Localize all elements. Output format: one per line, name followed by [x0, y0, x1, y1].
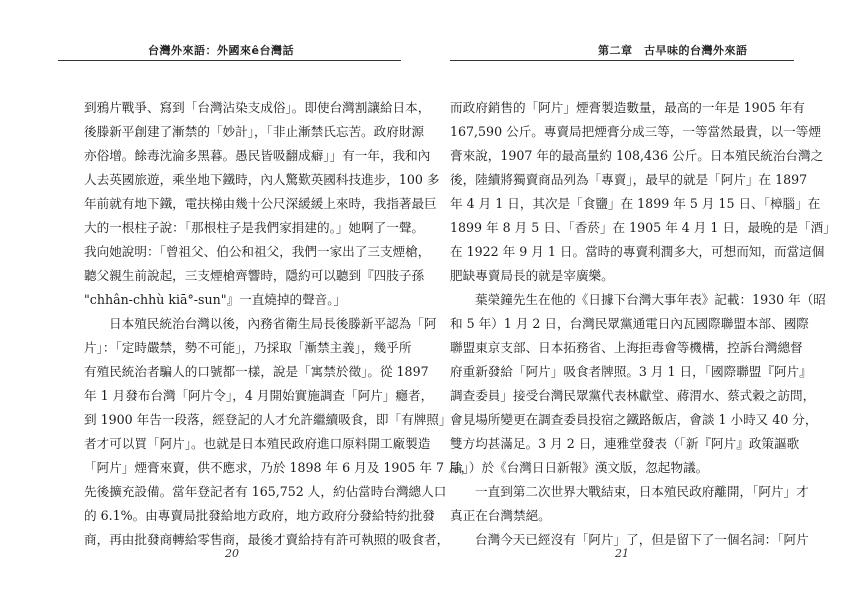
text-line: 年 4 月 1 日，其次是「食鹽」在 1899 年 5 月 15 日、「樟腦」在: [450, 196, 821, 211]
header-rule: [58, 60, 401, 61]
text-line: 1899 年 8 月 5 日、「香菸」在 1905 年 4 月 1 日，最晚的是「酒」: [450, 220, 836, 235]
running-head: 第二章 古早味的台灣外來語: [598, 44, 748, 57]
text-line: 葉榮鐘先生在他的《日據下台灣大事年表》記載：1930 年（昭: [475, 292, 826, 307]
page-body: [450, 96, 836, 552]
text-line: 167,590 公斤。專賣局把煙膏分成三等，一等當然最貴，以一等煙: [450, 124, 821, 139]
text-line: 而政府銷售的「阿片」煙膏製造數量，最高的一年是 1905 年有: [450, 100, 805, 115]
text-line: 膏來說，1907 年的最高量約 108,436 公斤。日本殖民統治台灣之: [450, 148, 824, 163]
text-line: 論」）於《台灣日日新報》漢文版，忽起物議。: [450, 460, 709, 475]
text-line: 後滕新平創建了漸禁的「妙計」，「非止漸禁氏忘苦。政府財源: [84, 124, 425, 139]
text-line: 日本殖民統治台灣以後，內務省衛生局長後滕新平認為「阿: [109, 316, 437, 331]
text-line: 商，再由批發商轉給零售商，最後才賣給持有許可執照的吸食者，: [84, 532, 450, 547]
text-line: 「阿片」煙膏來賣，供不應求，乃於 1898 年 6 月及 1905 年 7 月，: [84, 460, 474, 475]
page-body: [84, 96, 474, 552]
text-line: 到鴉片戰爭、寫到「台灣沾染支成俗」。即使台灣割讓給日本，: [84, 100, 431, 115]
text-line: 到 1900 年告一段落，經登記的人才允許繼續吸食，即「有牌照」: [84, 412, 452, 427]
text-line: 先後擴充設備。當年登記者有 165,752 人，約佔當時台灣總人口: [84, 484, 447, 499]
text-line: 的 6.1%。由專賣局批發給地方政府，地方政府分發給特約批發: [84, 508, 435, 523]
text-line: 大的一根柱子說：「那根柱子是我們家捐建的。」她啊了一聲。: [84, 220, 425, 235]
text-line: 人去英國旅遊，乘坐地下鐵時，內人驚歎英國科技進步，100 多: [84, 172, 440, 187]
text-line: 府重新發給「阿片」吸食者牌照。3 月 1 日，「國際聯盟『阿片』: [450, 364, 812, 379]
page-number: 20: [225, 547, 239, 560]
text-line: 亦俗增。餘毒沈淪多黑暮。愚民皆吸翻成癖」」有一年，我和內: [84, 148, 431, 163]
text-line: "chhân-chhù kiā°-sun"』一直燒掉的聲音。」: [84, 292, 347, 307]
text-line: 年前就有地下鐵，電扶梯由幾十公尺深緩緩上來時，我指著最巨: [84, 196, 437, 211]
text-line: 後，陸續將獨賣商品列為「專賣」，最早的就是「阿片」在 1897: [450, 172, 808, 187]
text-line: 在 1922 年 9 月 1 日。當時的專賣利潤多大，可想而知，而當這個: [450, 244, 825, 259]
running-head: 台灣外來語：外國來ê台灣話: [148, 44, 294, 57]
text-line: 片」：「定時嚴禁，勢不可能」，乃採取「漸禁主義」，幾乎所: [84, 340, 412, 355]
text-line: 台灣今天已經沒有「阿片」了，但是留下了一個名詞：「阿片: [475, 532, 809, 547]
text-line: 有殖民統治者騙人的口號都一樣，說是「寓禁於徵」。從 1897: [84, 364, 429, 379]
text-line: 年 1 月發布台灣「阿片令」，4 月開始實施調查「阿片」癮者，: [84, 388, 434, 403]
text-line: 肥缺專賣局長的就是宰廣樂。: [450, 268, 614, 283]
header-rule: [450, 60, 794, 61]
text-line: 雙方均甚滿足。3 月 2 日，連雅堂發表（「新『阿片』政策謳歌: [450, 436, 800, 451]
text-line: 真正在台灣禁絕。: [450, 508, 551, 523]
text-line: 一直到第二次世界大戰結束，日本殖民政府離開，「阿片」才: [475, 484, 809, 499]
text-line: 聯盟東京支部、日本拓務省、上海拒毒會等機構，控訴台灣總督: [450, 340, 803, 355]
right-page: [425, 0, 850, 603]
page-number: 21: [615, 547, 629, 560]
text-line: 者才可以買「阿片」。也就是日本殖民政府進口原料開工廠製造: [84, 436, 431, 451]
text-line: 和 5 年）1 月 2 日，台灣民眾黨通電日內瓦國際聯盟本部、國際: [450, 316, 809, 331]
text-line: 我向她說明：「曾祖父、伯公和祖父，我們一家出了三支煙槍，: [84, 244, 431, 259]
text-line: 聽父親生前說起，三支煙槍齊響時，隱約可以聽到『四肢子孫: [84, 268, 425, 283]
text-line: 會見場所變更在調查委員投宿之鐵路飯店，會談 1 小時又 40 分，: [450, 412, 818, 427]
text-line: 調查委員」接受台灣民眾黨代表林獻堂、蔣渭水、蔡式穀之訪問，: [450, 388, 816, 403]
